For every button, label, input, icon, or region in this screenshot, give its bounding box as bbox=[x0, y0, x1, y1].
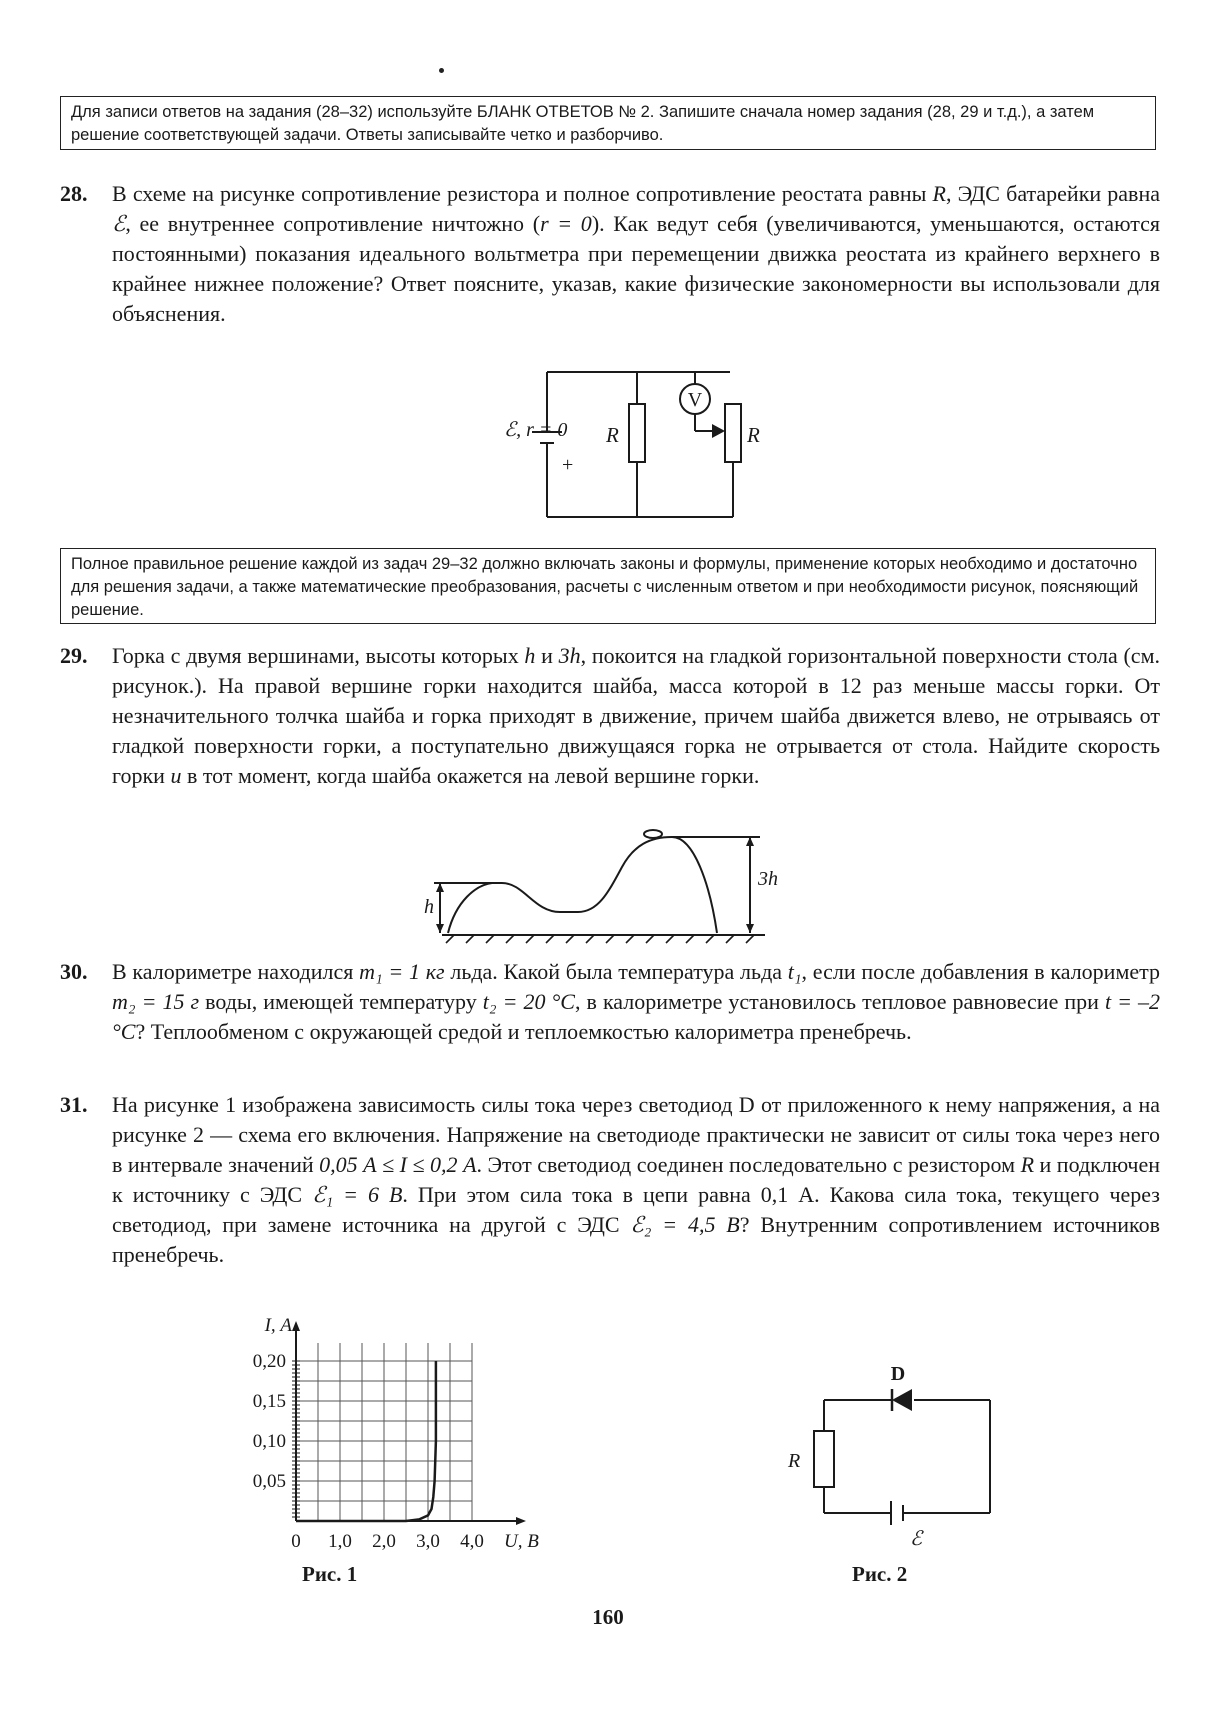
task-30 bbox=[60, 957, 1160, 1047]
x-tick-label: 2,0 bbox=[372, 1531, 396, 1552]
rheostat-label: R bbox=[747, 423, 760, 447]
task-28 bbox=[60, 179, 1160, 329]
diode-label: D bbox=[890, 1363, 906, 1385]
led-circuit-figure-31 bbox=[780, 1355, 1020, 1585]
plus-sign: + bbox=[562, 454, 574, 476]
resistor-label: R bbox=[788, 1450, 801, 1472]
x-axis-label: U, В bbox=[504, 1531, 539, 1552]
y-axis-label: I, А bbox=[264, 1315, 292, 1336]
instructions-box: Для записи ответов на задания (28–32) используйте БЛАНК ОТВЕТОВ № 2. Запишите сначала номер задания (28, 29 и т.д.), а затем решение соответствующей задачи. Ответы записывайте четко и разборчиво. bbox=[60, 96, 1156, 150]
resistor-label: R bbox=[606, 423, 619, 447]
y-tick-label: 0,05 bbox=[252, 1471, 286, 1492]
task-29 bbox=[60, 641, 1160, 791]
x-tick-label: 3,0 bbox=[416, 1531, 440, 1552]
iv-characteristic-chart bbox=[220, 1315, 620, 1585]
task-number: 28. bbox=[60, 181, 88, 206]
task-text: В калориметре находился m₁ = 1 кг льда. Какой была температура льда t₁, если после добавления в калориметр m₂ = 15 г воды, имеющей температуру t₂ = 20 °С, в калориметре установилось тепловое равновесие при t = –2 °С? Теплообменом с окружающей средой и теплоемкостью калориметра пренебречь. bbox=[112, 959, 1161, 1044]
slider-arrow-icon bbox=[712, 424, 725, 438]
circuit-figure-28 bbox=[440, 360, 800, 530]
puck-icon bbox=[644, 830, 662, 838]
x-tick-label: 0 bbox=[291, 1531, 301, 1552]
hill-figure-29 bbox=[420, 825, 780, 945]
figure-2-caption: Рис. 2 bbox=[852, 1562, 908, 1586]
voltmeter-label: V bbox=[687, 389, 703, 411]
source-label: ℰ, r = 0 bbox=[504, 419, 568, 441]
task-31 bbox=[60, 1090, 1160, 1270]
y-tick-label: 0,10 bbox=[252, 1431, 286, 1452]
height-3h-label: 3h bbox=[758, 868, 778, 890]
source-label: ℰ bbox=[910, 1528, 923, 1550]
y-tick-label: 0,20 bbox=[252, 1351, 286, 1372]
task-text: На рисунке 1 изображена зависимость силы тока через светодиод D от приложенного к нему напряжения, а на рисунке 2 — схема его включения. Напряжение на светодиоде практически не зависит от силы тока через него в интервале значений 0,05 А ≤ I ≤ 0,2 А. Этот светодиод соединен последовательно с резистором R и подключен к источнику с ЭДС ℰ₁ = 6 В. При этом сила тока в цепи равна 0,1 А. Какова сила тока, текущего через светодиод, при замене источника на другой с ЭДС ℰ₂ = 4,5 В? Внутренним сопротивлением источников пренебречь. bbox=[112, 1092, 1160, 1267]
task-number: 31. bbox=[60, 1092, 88, 1117]
print-dot bbox=[439, 68, 444, 73]
x-tick-label: 1,0 bbox=[328, 1531, 352, 1552]
task-text: Горка с двумя вершинами, высоты которых h и 3h, покоится на гладкой горизонтальной поверхности стола (см. рисунок.). На правой вершине горки находится шайба, масса которой в 12 раз меньше массы горки. От незначительного толчка шайба и горка приходят в движение, причем шайба движется влево, не отрываясь от гладкой поверхности горки, а поступательно движущаяся горка не отрывается от стола. Найдите скорость горки u в тот момент, когда шайба окажется на левой вершине горки. bbox=[112, 643, 1160, 788]
diode-icon bbox=[892, 1389, 912, 1411]
solution-requirements-box: Полное правильное решение каждой из задач 29–32 должно включать законы и формулы, применение которых необходимо и достаточно для решения задачи, а также математические преобразования, расчеты с численным ответом и при необходимости рисунок, поясняющий решение. bbox=[60, 548, 1156, 624]
x-axis-arrow-icon bbox=[516, 1517, 526, 1525]
page-number: 160 bbox=[592, 1605, 624, 1629]
y-tick-label: 0,15 bbox=[252, 1391, 286, 1412]
height-h-label: h bbox=[424, 896, 434, 918]
x-tick-label: 4,0 bbox=[460, 1531, 484, 1552]
task-text: В схеме на рисунке сопротивление резистора и полное сопротивление реостата равны R, ЭДС батарейки равна ℰ, ее внутреннее сопротивление ничтожно (r = 0). Как ведут себя (увеличиваются, уменьшаются, остаются постоянными) показания идеального вольтметра при перемещении движка реостата из крайнего верхнего в крайнее нижнее положение? Ответ поясните, указав, какие физические закономерности вы использовали для объяснения. bbox=[112, 181, 1160, 326]
figure-1-caption: Рис. 1 bbox=[302, 1562, 358, 1586]
y-axis-arrow-icon bbox=[292, 1321, 300, 1331]
task-number: 30. bbox=[60, 959, 88, 984]
task-number: 29. bbox=[60, 643, 88, 668]
